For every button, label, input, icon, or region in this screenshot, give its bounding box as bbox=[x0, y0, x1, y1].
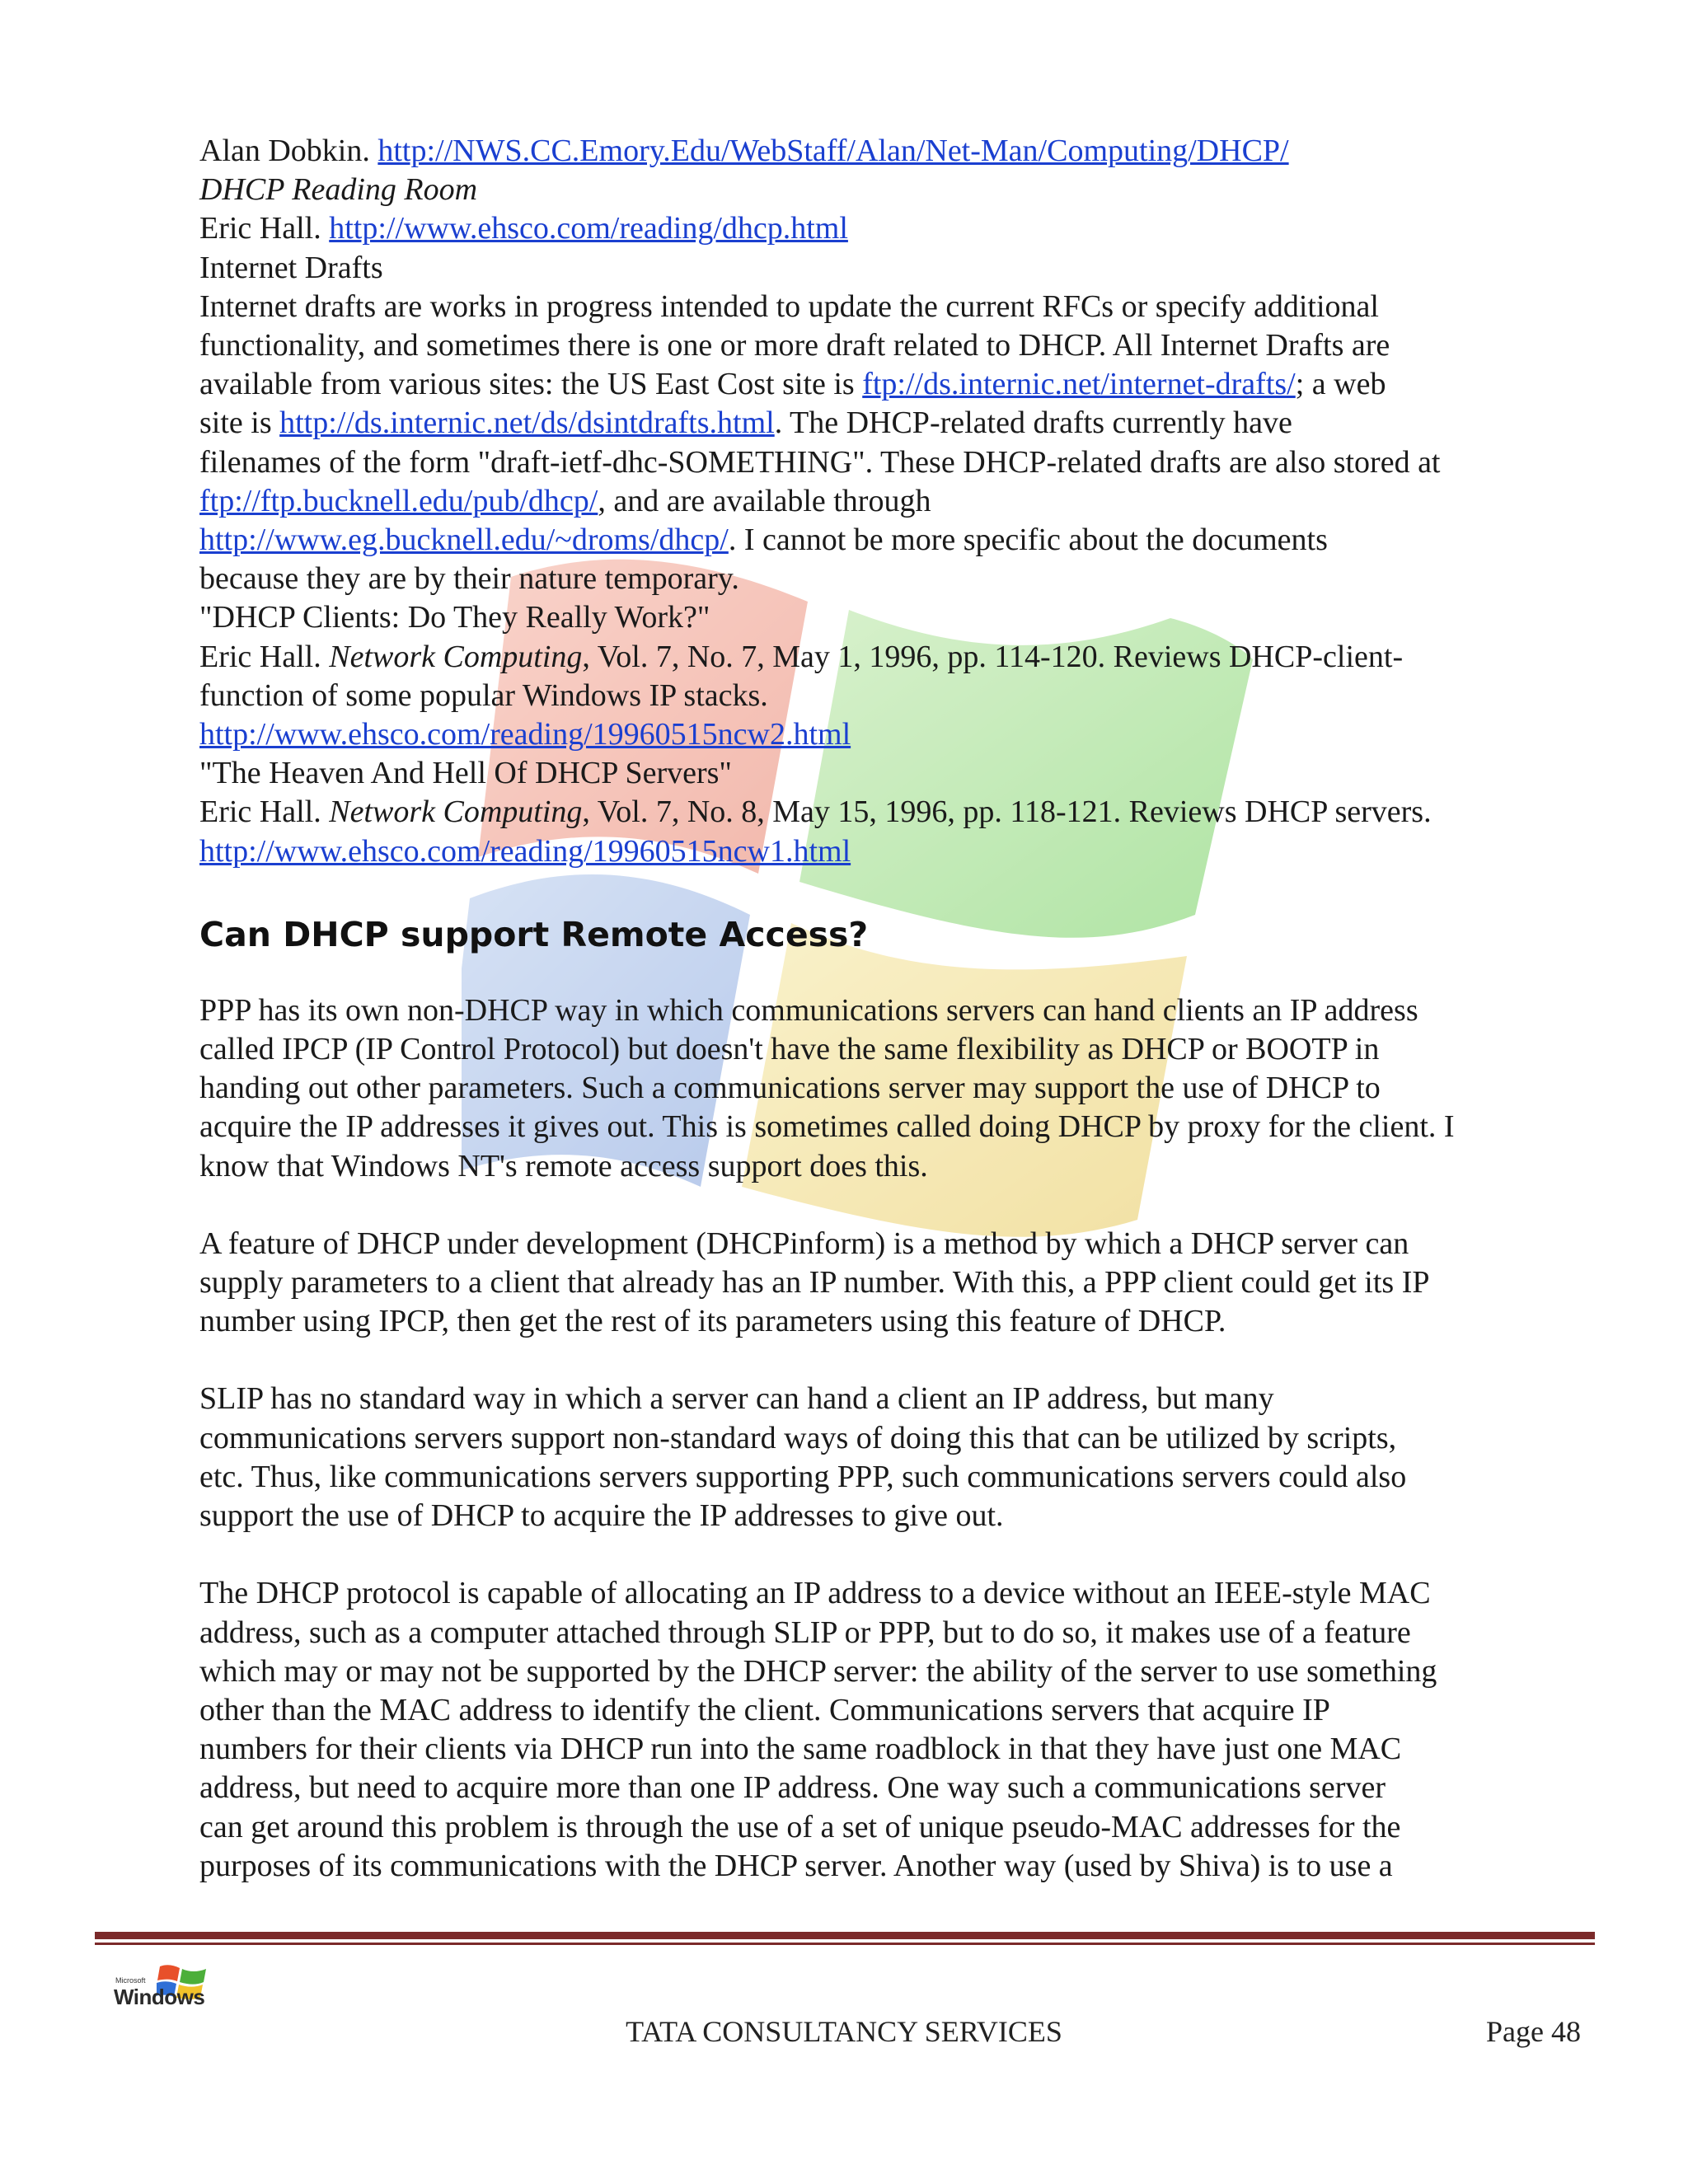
reading-room-title bbox=[199, 171, 1592, 209]
paragraph-line: A feature of DHCP under development (DHCPinform) is a method by which a DHCP server can bbox=[199, 1226, 1409, 1261]
citation-text: Eric Hall. bbox=[199, 639, 330, 674]
clients-citation bbox=[199, 638, 1592, 677]
clients-link-line bbox=[199, 715, 1592, 754]
dsintdrafts-link[interactable]: http://ds.internic.net/ds/dsintdrafts.html bbox=[279, 405, 775, 441]
bucknell-droms-link[interactable]: http://www.eg.bucknell.edu/~droms/dhcp/ bbox=[199, 523, 729, 558]
paragraph-line: SLIP has no standard way in which a server can hand a client an IP address, but many bbox=[199, 1381, 1274, 1417]
reference-dobkin bbox=[199, 132, 1592, 171]
footer-rule-thin bbox=[95, 1943, 1595, 1945]
heaven-title: "The Heaven And Hell Of DHCP Servers" bbox=[199, 756, 732, 791]
paragraph-line: address, but need to acquire more than one IP address. One way such a communications server bbox=[199, 1770, 1386, 1806]
paragraph-line: know that Windows NT's remote access support does this. bbox=[199, 1148, 928, 1183]
drafts-line: functionality, and sometimes there is one or more draft related to DHCP. All Internet Drafts are bbox=[199, 328, 1390, 363]
reference-author: Alan Dobkin. bbox=[199, 134, 370, 168]
drafts-line bbox=[199, 365, 1592, 404]
heaven-citation bbox=[199, 793, 1592, 832]
drafts-line bbox=[199, 521, 1592, 560]
paragraph-line: acquire the IP addresses it gives out. This is sometimes called doing DHCP by proxy for the client. I bbox=[199, 1109, 1455, 1145]
paragraph-line: other than the MAC address to identify the client. Communications servers that acquire IP bbox=[199, 1692, 1330, 1727]
drafts-text: available from various sites: the US East Cost site is bbox=[199, 367, 863, 402]
dobkin-link[interactable]: http://NWS.CC.Emory.Edu/WebStaff/Alan/Net-Man/Computing/DHCP/ bbox=[377, 134, 1289, 168]
internet-drafts-ftp-link[interactable]: ftp://ds.internic.net/internet-drafts/ bbox=[862, 367, 1296, 402]
reading-room-text: DHCP Reading Room bbox=[199, 172, 478, 208]
paragraph-slip bbox=[199, 1380, 1592, 1535]
clients-citation-cont: function of some popular Windows IP stacks. bbox=[199, 677, 768, 713]
logo-microsoft-text: Microsoft bbox=[115, 1976, 146, 1985]
drafts-text: site is bbox=[199, 405, 280, 441]
reference-hall bbox=[199, 209, 1592, 248]
paragraph-gap bbox=[199, 1535, 1592, 1574]
paragraph-gap bbox=[199, 1186, 1592, 1225]
citation-text: , Vol. 7, No. 8, May 15, 1996, pp. 118-121. Reviews DHCP servers. bbox=[582, 794, 1432, 830]
heaven-review-link[interactable]: http://www.ehsco.com/reading/19960515ncw1.html bbox=[199, 833, 851, 869]
clients-title: "DHCP Clients: Do They Really Work?" bbox=[199, 600, 710, 635]
drafts-text: . The DHCP-related drafts currently have bbox=[774, 405, 1292, 441]
hall-link[interactable]: http://www.ehsco.com/reading/dhcp.html bbox=[329, 211, 848, 246]
drafts-text: , and are available through bbox=[598, 483, 931, 518]
reference-author: Eric Hall. bbox=[199, 211, 321, 246]
paragraph-line: numbers for their clients via DHCP run into the same roadblock in that they have just one MAC bbox=[199, 1732, 1402, 1767]
paragraph-line: address, such as a computer attached through SLIP or PPP, but to do so, it makes use of a feature bbox=[199, 1615, 1411, 1650]
paragraph-line: which may or may not be supported by the DHCP server: the ability of the server to use something bbox=[199, 1653, 1437, 1689]
paragraph-line: PPP has its own non-DHCP way in which communications servers can hand clients an IP address bbox=[199, 992, 1418, 1028]
paragraph-line: communications servers support non-standard ways of doing this that can be utilized by scripts, bbox=[199, 1420, 1397, 1455]
footer-rule bbox=[95, 1932, 1595, 1939]
section-heading: Can DHCP support Remote Access? bbox=[199, 914, 869, 954]
paragraph-mac bbox=[199, 1574, 1592, 1886]
drafts-line: filenames of the form "draft-ietf-dhc-SOMETHING". These DHCP-related drafts are also stored at bbox=[199, 444, 1441, 480]
heaven-link-line bbox=[199, 832, 1592, 871]
page-number: Page 48 bbox=[1486, 2015, 1581, 2048]
journal-name: Network Computing bbox=[329, 639, 583, 674]
paragraph-line: supply parameters to a client that already has an IP number. With this, a PPP client could get its IP bbox=[199, 1265, 1430, 1301]
paragraph-line: number using IPCP, then get the rest of its parameters using this feature of DHCP. bbox=[199, 1304, 1226, 1339]
paragraph-dhcpinform bbox=[199, 1225, 1592, 1342]
paragraph-line: support the use of DHCP to acquire the IP addresses to give out. bbox=[199, 1498, 1004, 1534]
drafts-line: Internet drafts are works in progress intended to update the current RFCs or specify additional bbox=[199, 288, 1379, 324]
journal-name: Network Computing bbox=[329, 794, 583, 830]
paragraph-gap bbox=[199, 1341, 1592, 1380]
paragraph-line: etc. Thus, like communications servers supporting PPP, such communications servers could also bbox=[199, 1459, 1407, 1494]
logo-windows-text: Windows bbox=[114, 1985, 205, 2009]
citation-text: , Vol. 7, No. 7, May 1, 1996, pp. 114-120. Reviews DHCP-client- bbox=[582, 639, 1404, 674]
page-body bbox=[199, 132, 1592, 1886]
drafts-text: ; a web bbox=[1295, 367, 1386, 402]
paragraph-line: can get around this problem is through the use of a set of unique pseudo-MAC addresses for the bbox=[199, 1809, 1401, 1844]
drafts-title: Internet Drafts bbox=[199, 250, 383, 285]
paragraph-ppp bbox=[199, 991, 1592, 1186]
paragraph-line: purposes of its communications with the DHCP server. Another way (used by Shiva) is to use a bbox=[199, 1848, 1393, 1883]
citation-text: Eric Hall. bbox=[199, 794, 330, 830]
drafts-text: . I cannot be more specific about the documents bbox=[728, 523, 1328, 558]
drafts-line bbox=[199, 482, 1592, 521]
paragraph-line: called IPCP (IP Control Protocol) but doesn't have the same flexibility as DHCP or BOOTP in bbox=[199, 1032, 1380, 1067]
bucknell-ftp-link[interactable]: ftp://ftp.bucknell.edu/pub/dhcp/ bbox=[199, 483, 598, 518]
paragraph-line: handing out other parameters. Such a communications server may support the use of DHCP to bbox=[199, 1071, 1381, 1106]
drafts-line bbox=[199, 404, 1592, 443]
clients-review-link[interactable]: http://www.ehsco.com/reading/19960515ncw2.html bbox=[199, 717, 851, 752]
paragraph-line: The DHCP protocol is capable of allocating an IP address to a device without an IEEE-style MAC bbox=[199, 1576, 1431, 1611]
footer-company: TATA CONSULTANCY SERVICES bbox=[626, 2015, 1062, 2048]
drafts-line: because they are by their nature temporary. bbox=[199, 561, 739, 597]
